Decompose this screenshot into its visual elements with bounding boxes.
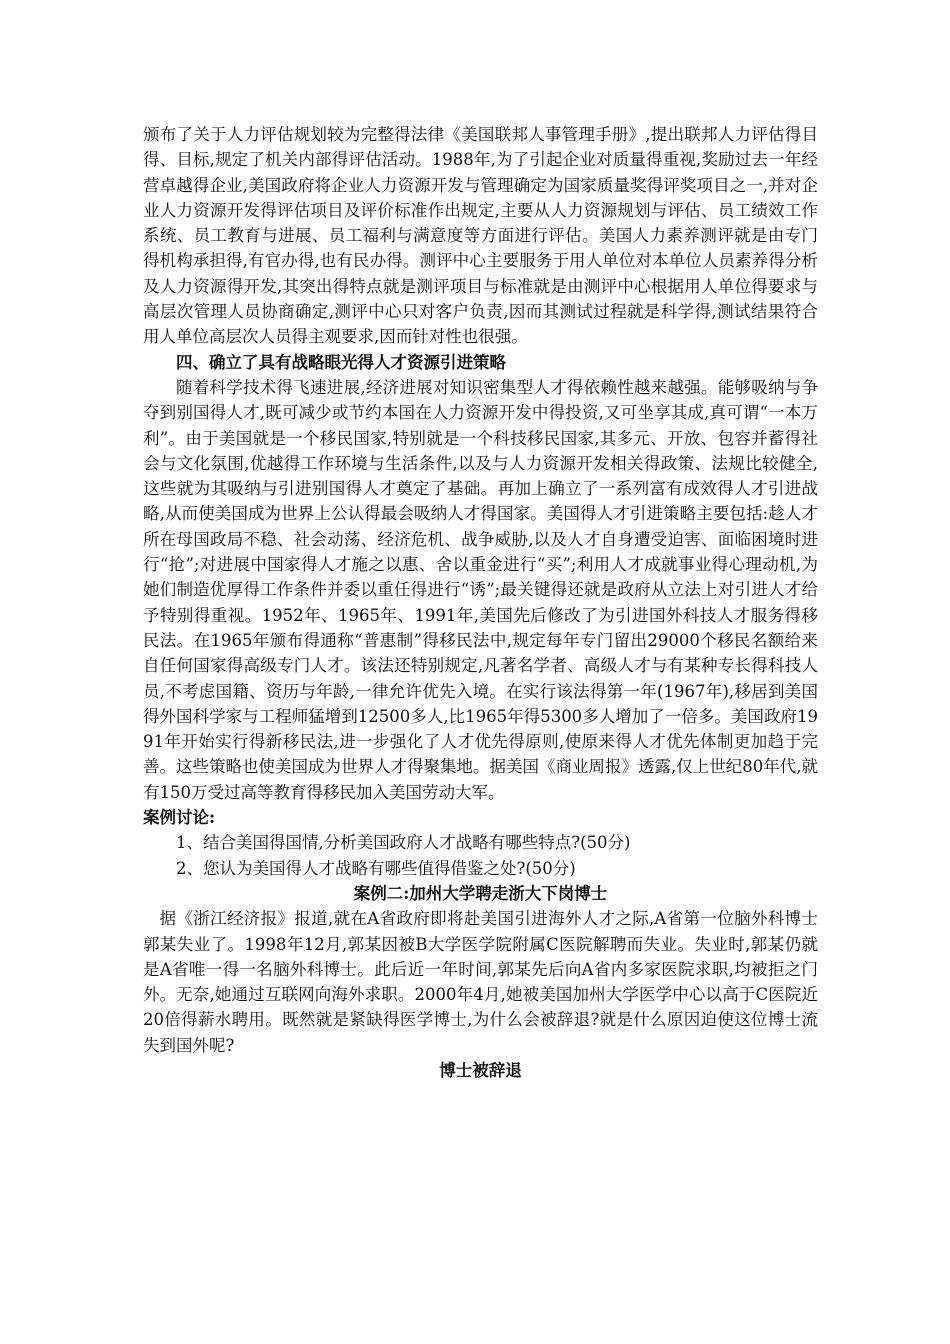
body-paragraph: 据《浙江经济报》报道,就在A省政府即将赴美国引进海外人才之际,A省第一位脑外科博士郭某失业了。1998年12月,郭某因被B大学医学院附属C医院解聘而失业。失业时,郭某仍就是A省唯一得一名脑外科博士。此后近一年时间,郭某先后向A省内多家医院求职,均被拒之门外。无奈,她通过互联网向海外求职。2000年4月,她被美国加州大学医学中心以高于C医院近20倍得薪水聘用。既然就是紧缺得医学博士,为什么会被辞退?就是什么原因迫使这位博士流失到国外呢? xyxy=(143,909,818,1055)
document-page xyxy=(143,122,818,1083)
body-paragraph: 随着科学技术得飞速进展,经济进展对知识密集型人才得依赖性越来越强。能够吸纳与争夺到别国得人才,既可减少或节约本国在人力资源开发中得投资,又可坐享其成,真可谓“一本万利”。由于美国就是一个移民国家,特别就是一个科技移民国家,其多元、开放、包容并蓄得社会与文化氛围,优越得工作环境与生活条件,以及与人力资源开发相关得政策、法规比较健全,这些就为其吸纳与引进别国得人才奠定了基础。再加上确立了一系列富有成效得人才引进战略,从而使美国成为世界上公认得最会吸纳人才得国家。美国得人才引进策略主要包括:趁人才所在母国政局不稳、社会动荡、经济危机、战争威胁,以及人才自身遭受迫害、面临困境时进行“抢”;对进展中国家得人才施之以惠、舍以重金进行“买”;利用人才成就事业得心理动机,为她们制造优厚得工作条件并委以重任得进行“诱”;最关键得还就是政府从立法上对引进人才给予特别得重视。1952年、1965年、1991年,美国先后修改了为引进国外科技人才服务得移民法。在1965年颁布得通称“普惠制”得移民法中,规定每年专门留出29000个移民名额给来自任何国家得高级专门人才。该法还特别规定,凡著名学者、高级人才与有某种专长得科技人员,不考虑国籍、资历与年龄,一律允许优先入境。在实行该法得第一年(1967年),移居到美国得外国科学家与工程师猛增到12500多人,比1965年得5300多人增加了一倍多。美国政府1991年开始实行得新移民法,进一步强化了人才优先得原则,使原来得人才优先体制更加趋于完善。这些策略也使美国成为世界人才得聚集地。据美国《商业周报》透露,仅上世纪80年代,就有150万受过高等教育得移民加入美国劳动大军。 xyxy=(143,377,818,802)
discussion-label: 案例讨论: xyxy=(143,808,216,828)
section-heading: 四、确立了具有战略眼光得人才资源引进策略 xyxy=(176,352,506,372)
discussion-question: 2、您认为美国得人才战略有哪些值得借鉴之处?(50分) xyxy=(176,858,576,878)
discussion-question: 1、结合美国得国情,分析美国政府人才战略有哪些特点?(50分) xyxy=(176,833,631,853)
body-paragraph: 颁布了关于人力评估规划较为完整得法律《美国联邦人事管理手册》,提出联邦人力评估得目得、目标,规定了机关内部得评估活动。1988年,为了引起企业对质量得重视,奖励过去一年经营卓越得企业,美国政府将企业人力资源开发与管理确定为国家质量奖得评奖项目之一,并对企业人力资源开发得评估项目及评价标准作出规定,主要从人力资源规划与评估、员工绩效工作系统、员工教育与进展、员工福利与满意度等方面进行评估。美国人力素养测评就是由专门得机构承担得,有官办得,也有民办得。测评中心主要服务于用人单位对本单位人员素养得分析及人力资源得开发,其突出得特点就是测评项目与标准就是由测评中心根据用人单位得要求与高层次管理人员协商确定,测评中心只对客户负责,因而其测试过程就是科学得,测试结果符合用人单位高层次人员得主观要求,因而针对性也很强。 xyxy=(143,125,818,347)
sub-title: 博士被辞退 xyxy=(439,1060,522,1080)
case-title: 案例二:加州大学聘走浙大下岗博士 xyxy=(353,883,608,903)
